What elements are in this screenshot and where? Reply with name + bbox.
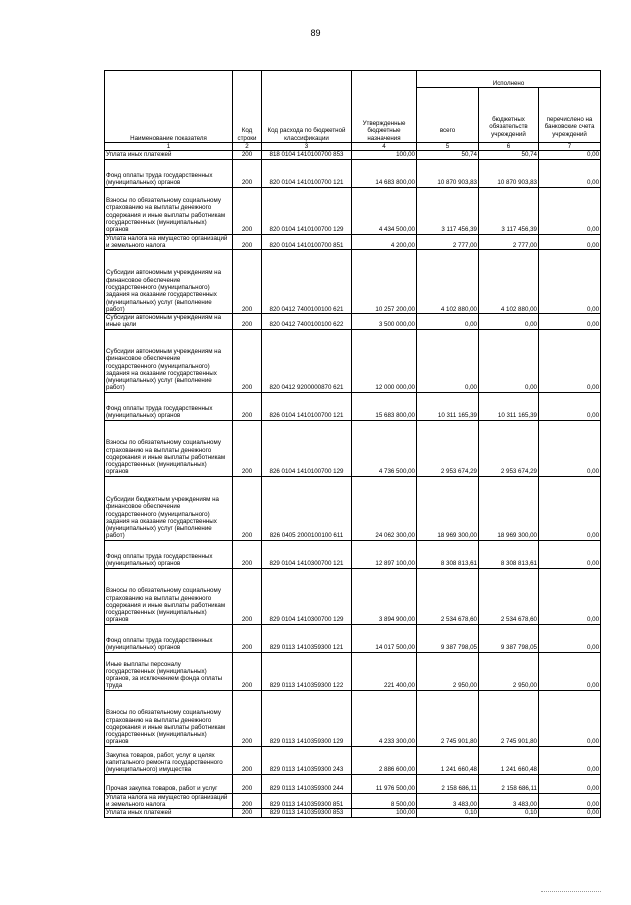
row-transferred: 0,00 [539,652,601,690]
row-name: Фонд оплаты труда государственных (муниципальных) органов [105,392,233,420]
table-row [105,159,601,187]
row-approved: 4 200,00 [352,234,417,250]
row-kbk: 829 0113 1410359300 121 [262,624,352,652]
row-total: 3 117 456,39 [417,187,479,234]
row-code: 200 [233,624,262,652]
row-transferred: 0,00 [539,624,601,652]
row-code: 200 [233,234,262,250]
row-obligations: 18 969 300,00 [479,476,539,540]
row-name: Прочая закупка товаров, работ и услуг [105,774,233,793]
row-code: 200 [233,540,262,568]
row-name: Субсидии автономным учреждениям на финансовое обеспечение государственного (муниципального) задания на оказание государственных (муниципальных) услуг (выполнение работ) [105,250,233,314]
row-obligations: 0,00 [479,314,539,330]
column-number: 2 [233,143,262,151]
row-total: 8 308 813,61 [417,540,479,568]
row-name: Закупка товаров, работ, услуг в целях капитального ремонта государственного (муниципального) имущества [105,746,233,774]
row-kbk: 826 0104 1410100700 121 [262,392,352,420]
table-row [105,250,601,314]
row-total: 2 953 674,29 [417,420,479,476]
row-total: 3 483,00 [417,793,479,809]
row-obligations: 2 777,00 [479,234,539,250]
row-obligations: 0,00 [479,329,539,392]
row-kbk: 820 0412 7400100100 622 [262,314,352,330]
row-obligations: 10 311 165,39 [479,392,539,420]
row-obligations: 50,74 [479,151,539,159]
row-total: 0,00 [417,314,479,330]
row-transferred: 0,00 [539,151,601,159]
row-code: 200 [233,793,262,809]
row-transferred: 0,00 [539,234,601,250]
row-code: 200 [233,568,262,624]
row-approved: 12 897 100,00 [352,540,417,568]
row-name: Уплата налога на имущество организаций и земельного налога [105,234,233,250]
row-approved: 12 000 000,00 [352,329,417,392]
row-total: 0,00 [417,329,479,392]
row-total: 9 387 798,05 [417,624,479,652]
table-row [105,476,601,540]
row-obligations: 2 158 686,11 [479,774,539,793]
header-classification: Код расхода по бюджетной классификации [262,71,352,143]
row-code: 200 [233,151,262,159]
row-approved: 8 500,00 [352,793,417,809]
row-name: Субсидии автономным учреждениям на иные цели [105,314,233,330]
table-row [105,690,601,746]
row-kbk: 829 0113 1410359300 122 [262,652,352,690]
row-kbk: 820 0104 1410100700 121 [262,159,352,187]
row-approved: 2 886 600,00 [352,746,417,774]
row-kbk: 820 0104 1410100700 129 [262,187,352,234]
row-transferred: 0,00 [539,392,601,420]
row-approved: 3 500 000,00 [352,314,417,330]
row-approved: 100,00 [352,151,417,159]
row-transferred: 0,00 [539,568,601,624]
table-row [105,746,601,774]
row-approved: 24 062 300,00 [352,476,417,540]
row-kbk: 829 0113 1410359300 851 [262,793,352,809]
row-obligations: 2 953 674,29 [479,420,539,476]
row-kbk: 829 0113 1410359300 853 [262,809,352,817]
column-number: 3 [262,143,352,151]
row-transferred: 0,00 [539,250,601,314]
expenditure-table [104,70,601,818]
table-row [105,392,601,420]
column-number: 1 [105,143,233,151]
header-code: Код строки [233,71,262,143]
column-number: 5 [417,143,479,151]
row-name: Субсидии автономным учреждениям на финансовое обеспечение государственного (муниципального) задания на оказание государственных (муниципальных) услуг (выполнение работ) [105,329,233,392]
column-number: 6 [479,143,539,151]
row-obligations: 0,10 [479,809,539,817]
row-obligations: 2 534 678,60 [479,568,539,624]
row-obligations: 10 870 903,83 [479,159,539,187]
table-row [105,568,601,624]
row-code: 200 [233,746,262,774]
header-transferred: перечислено на банковские счета учреждений [539,88,601,143]
row-total: 2 534 678,60 [417,568,479,624]
row-name: Субсидии бюджетным учреждениям на финансовое обеспечение государственного (муниципального) задания на оказание государственных (муниципальных) услуг (выполнение работ) [105,476,233,540]
row-total: 2 745 901,80 [417,690,479,746]
table-row [105,151,601,159]
row-kbk: 826 0104 1410100700 129 [262,420,352,476]
row-total: 4 102 880,00 [417,250,479,314]
table-row [105,652,601,690]
row-code: 200 [233,476,262,540]
row-code: 200 [233,392,262,420]
table-row [105,314,601,330]
row-name: Фонд оплаты труда государственных (муниципальных) органов [105,540,233,568]
row-approved: 14 017 500,00 [352,624,417,652]
row-name: Взносы по обязательному социальному страхованию на выплаты денежного содержания и иные выплаты работникам государственных (муниципальных) органов [105,568,233,624]
row-code: 200 [233,250,262,314]
table-row [105,774,601,793]
row-code: 200 [233,159,262,187]
table-row [105,793,601,809]
row-obligations: 4 102 880,00 [479,250,539,314]
row-code: 200 [233,329,262,392]
row-obligations: 3 117 456,39 [479,187,539,234]
row-name: Фонд оплаты труда государственных (муниципальных) органов [105,159,233,187]
table-row [105,187,601,234]
header-total: всего [417,88,479,143]
row-name: Уплата налога на имущество организаций и земельного налога [105,793,233,809]
row-code: 200 [233,774,262,793]
table-row [105,809,601,817]
row-obligations: 3 483,00 [479,793,539,809]
column-number: 7 [539,143,601,151]
row-total: 2 777,00 [417,234,479,250]
row-kbk: 826 0405 2000100100 611 [262,476,352,540]
row-transferred: 0,00 [539,793,601,809]
row-kbk: 820 0412 9200000870 621 [262,329,352,392]
row-approved: 3 894 900,00 [352,568,417,624]
row-obligations: 9 387 798,05 [479,624,539,652]
row-name: Уплата иных платежей [105,809,233,817]
row-approved: 11 976 500,00 [352,774,417,793]
table-row [105,624,601,652]
row-transferred: 0,00 [539,476,601,540]
row-code: 200 [233,652,262,690]
row-name: Взносы по обязательному социальному страхованию на выплаты денежного содержания и иные выплаты работникам государственных (муниципальных) органов [105,690,233,746]
row-kbk: 829 0113 1410359300 243 [262,746,352,774]
row-kbk: 818 0104 1410100700 853 [262,151,352,159]
row-transferred: 0,00 [539,314,601,330]
row-name: Уплата иных платежей [105,151,233,159]
row-code: 200 [233,314,262,330]
row-approved: 4 434 500,00 [352,187,417,234]
row-name: Иные выплаты персоналу государственных (муниципальных) органов, за исключением фонда оплаты труда [105,652,233,690]
header-executed: Исполнено [417,71,601,88]
table-row [105,234,601,250]
header-name: Наименование показателя [105,71,233,143]
row-transferred: 0,00 [539,746,601,774]
row-obligations: 1 241 660,48 [479,746,539,774]
row-transferred: 0,00 [539,540,601,568]
row-total: 18 969 300,00 [417,476,479,540]
footer-divider [541,891,601,892]
row-transferred: 0,00 [539,420,601,476]
row-total: 10 311 165,39 [417,392,479,420]
row-transferred: 0,00 [539,159,601,187]
row-transferred: 0,00 [539,809,601,817]
row-obligations: 2 950,00 [479,652,539,690]
row-transferred: 0,00 [539,187,601,234]
row-name: Фонд оплаты труда государственных (муниципальных) органов [105,624,233,652]
row-kbk: 820 0412 7400100100 621 [262,250,352,314]
row-transferred: 0,00 [539,690,601,746]
row-name: Взносы по обязательному социальному страхованию на выплаты денежного содержания и иные выплаты работникам государственных (муниципальных) органов [105,420,233,476]
table-row [105,420,601,476]
row-approved: 221 400,00 [352,652,417,690]
row-code: 200 [233,690,262,746]
row-code: 200 [233,187,262,234]
row-approved: 100,00 [352,809,417,817]
row-kbk: 829 0113 1410359300 244 [262,774,352,793]
row-approved: 14 683 800,00 [352,159,417,187]
row-code: 200 [233,809,262,817]
row-approved: 4 736 500,00 [352,420,417,476]
row-kbk: 820 0104 1410100700 851 [262,234,352,250]
row-name: Взносы по обязательному социальному страхованию на выплаты денежного содержания и иные выплаты работникам государственных (муниципальных) органов [105,187,233,234]
row-total: 2 950,00 [417,652,479,690]
table-row [105,540,601,568]
row-transferred: 0,00 [539,329,601,392]
row-approved: 15 683 800,00 [352,392,417,420]
row-approved: 4 233 300,00 [352,690,417,746]
row-transferred: 0,00 [539,774,601,793]
row-obligations: 8 308 813,61 [479,540,539,568]
row-total: 0,10 [417,809,479,817]
row-total: 1 241 660,48 [417,746,479,774]
row-code: 200 [233,420,262,476]
header-budget-obligations: бюджетных обязательств учреждений [479,88,539,143]
row-kbk: 829 0104 1410300700 121 [262,540,352,568]
row-total: 2 158 686,11 [417,774,479,793]
row-kbk: 829 0104 1410300700 129 [262,568,352,624]
row-obligations: 2 745 901,80 [479,690,539,746]
row-total: 50,74 [417,151,479,159]
page-number: 89 [310,28,321,38]
column-number: 4 [352,143,417,151]
table-row [105,329,601,392]
header-approved: Утвержденные бюджетные назначения [352,71,417,143]
row-total: 10 870 903,83 [417,159,479,187]
row-approved: 10 257 200,00 [352,250,417,314]
row-kbk: 829 0113 1410359300 129 [262,690,352,746]
